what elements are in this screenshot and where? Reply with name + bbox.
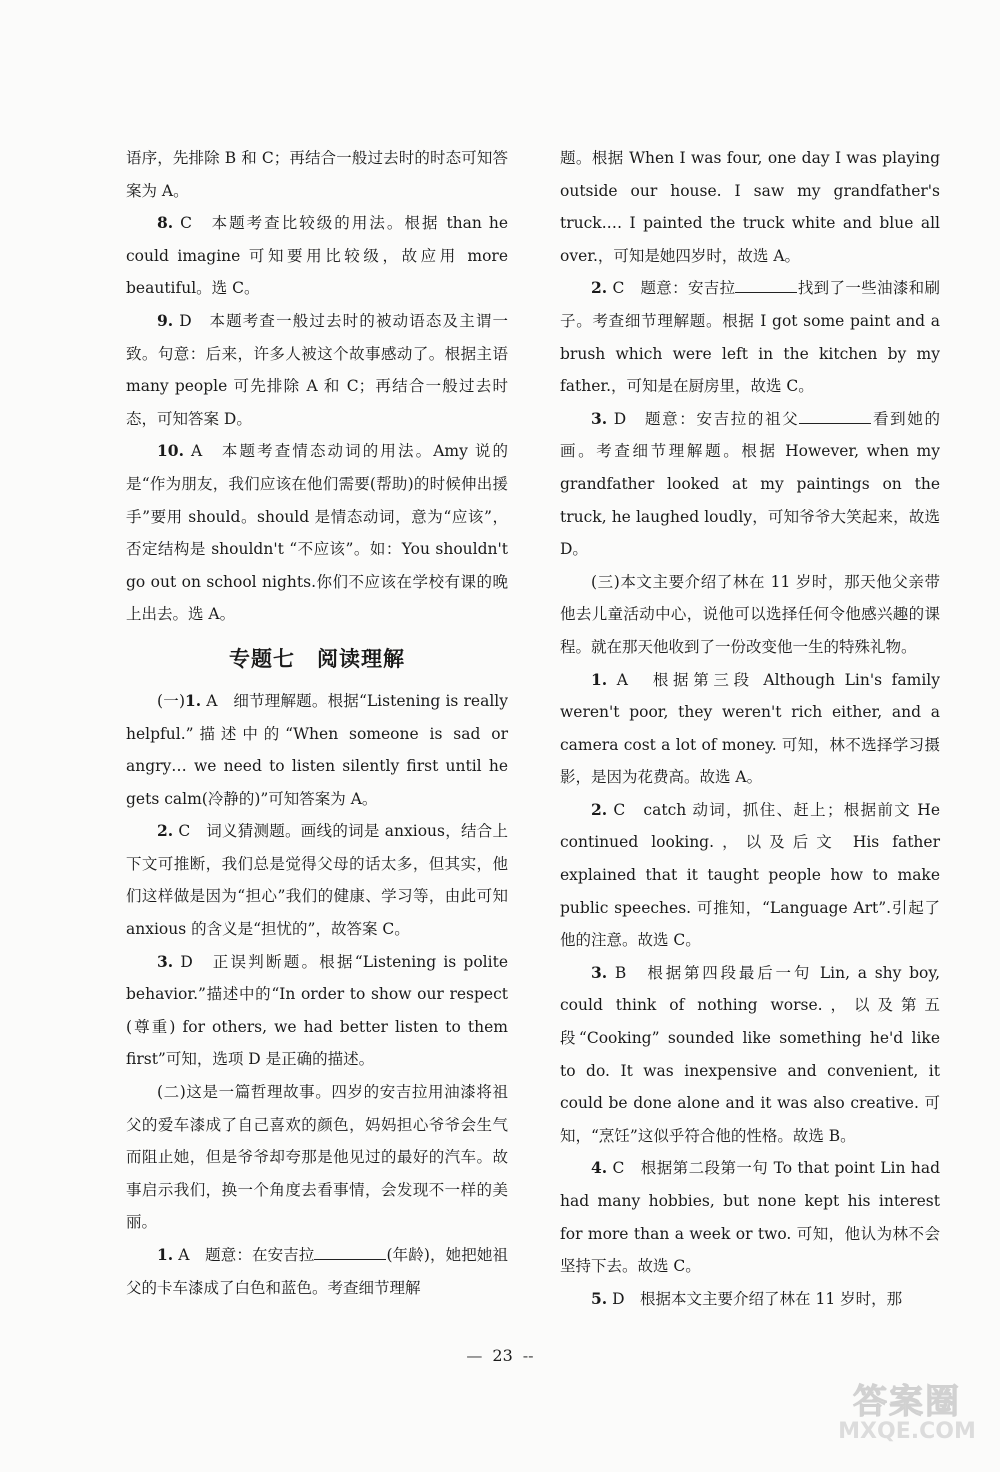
answer-item-s2-3 xyxy=(560,403,940,566)
paragraph: 题。根据 When I was four, one day I was playing outside our house. I saw my grandfather's truck.… I painted the truck white and blue all over.，可知是她四岁时，故选 A。 xyxy=(560,149,940,265)
fill-blank xyxy=(735,277,797,294)
section-intro-2: (二)这是一篇哲理故事。四岁的安吉拉用油漆将祖父的爱车漆成了自己喜欢的颜色，妈妈担心爷爷会生气而阻止她，但是爷爷却夸那是他见过的最好的汽车。故事启示我们，换一个角度去看事情，会发现不一样的美丽。 xyxy=(126,1083,508,1232)
right-column xyxy=(560,142,940,1315)
answer-item-s3-5 xyxy=(560,1283,940,1316)
fill-blank xyxy=(314,1244,386,1261)
item-text: C catch 动词，抓住、赶上；根据前文 He continued looking.，以及后文 His father explained that it taught people how to make public speeches. 可推知，“Language Art”.引起了他的注意。故选 C。 xyxy=(560,800,940,950)
watermark-logo xyxy=(832,1374,982,1462)
item-number: 1. xyxy=(185,690,202,710)
item-text: C 本题考查比较级的用法。根据 than he could imagine 可知要用比较级，故应用 more beautiful。选 C。 xyxy=(126,214,508,298)
answer-item-s1-3 xyxy=(126,946,508,1076)
page-number: 23 xyxy=(492,1346,513,1365)
answer-item-s3-2 xyxy=(560,794,940,957)
section-number: 专题七 xyxy=(229,646,295,671)
answer-item-s2-1 xyxy=(126,1239,508,1304)
item-text: A 细节理解题。根据“Listening is really helpful.”描述中的“When someone is sad or angry… we need to listen silently first until he gets calm(冷静的)”可知答案为 A。 xyxy=(126,691,508,808)
item-text: 看到她的画。考查细节理解题。根据 However, when my grandfather looked at my paintings on the truck, he laughed loudly，可知爷爷大笑起来，故选 D。 xyxy=(560,409,940,559)
item-text: C 词义猜测题。画线的词是 anxious，结合上下文可推断，我们总是觉得父母的话太多，但其实，他们这样做是因为“担心”我们的健康、学习等，由此可知 anxious 的含义是“担忧的”，故答案 C。 xyxy=(126,822,508,939)
item-number: 8. xyxy=(157,213,174,233)
item-number: 2. xyxy=(157,821,174,841)
answer-item-10 xyxy=(126,435,508,631)
item-number: 3. xyxy=(591,962,608,982)
footer-dash-right: -- xyxy=(522,1346,534,1365)
answer-item-s3-3 xyxy=(560,957,940,1153)
item-text: B 根据第四段最后一句 Lin, a shy boy, could think of nothing worse.，以及第五段“Cooking” sounded like something he'd like to do. It was inexpensive and convenient, it could be done alone and it was also creative. 可知，“烹饪”这似乎符合他的性格。故选 B。 xyxy=(560,963,940,1145)
answer-item-8 xyxy=(126,207,508,305)
section-heading xyxy=(126,641,508,677)
item-number: 10. xyxy=(157,441,184,461)
item-text: C 题意：安吉拉 xyxy=(607,279,736,298)
paragraph: 语序，先排除 B 和 C；再结合一般过去时的时态可知答案为 A。 xyxy=(126,149,508,200)
item-number: 5. xyxy=(591,1288,608,1308)
item-text: C 根据第二段第一句 To that point Lin had had many hobbies, but none kept his interest for more than a week or two. 可知，他认为林不会坚持下去。故选 C。 xyxy=(560,1159,940,1276)
answer-item-s3-1 xyxy=(560,664,940,794)
footer-dash-left: — xyxy=(466,1346,483,1365)
answer-item-s1-2 xyxy=(126,815,508,945)
left-column xyxy=(126,142,508,1304)
item-text: D 根据本文主要介绍了林在 11 岁时，那 xyxy=(607,1289,903,1308)
item-text: A 根据第三段 Although Lin's family weren't poor, they weren't rich either, and a camera cost a lot of money. 可知，林不选择学习摄影，是因为花费高。故选 A。 xyxy=(560,670,940,787)
section-name: 阅读理解 xyxy=(317,646,405,671)
item-text: (年龄)，她把她祖父的卡车漆成了白色和蓝色。考查细节理解 xyxy=(126,1246,508,1297)
item-number: 2. xyxy=(591,799,608,819)
item-text: D 正误判断题。根据“Listening is polite behavior.”描述中的“In order to show our respect (尊重) for others, we had better listen to them first”可知，选项 D 是正确的描述。 xyxy=(126,952,508,1069)
item-text: A 题意：在安吉拉 xyxy=(173,1246,315,1264)
item-number: 1. xyxy=(157,1245,174,1264)
item-number: 3. xyxy=(157,951,174,971)
page-footer xyxy=(0,1346,1000,1365)
answer-item-s1-1 xyxy=(126,685,508,815)
item-number: 3. xyxy=(591,408,608,428)
answer-item-9 xyxy=(126,305,508,435)
watermark-seal: 答案圈 xyxy=(853,1382,961,1422)
item-text: D 题意：安吉拉的祖父 xyxy=(607,409,800,428)
part-label: (一) xyxy=(157,691,185,710)
item-number: 9. xyxy=(157,310,174,330)
answer-item-s2-2 xyxy=(560,272,940,402)
watermark-url: MXQE.COM xyxy=(838,1419,976,1444)
item-text: A 本题考查情态动词的用法。Amy 说的是“作为朋友，我们应该在他们需要(帮助)的时候伸出援手”要用 should。should 是情态动词，意为“应该”，否定结构是 shouldn't “不应该”。如：You shouldn't go out on school nights.你们不应该在学校有课的晚上出去。选 A。 xyxy=(126,442,508,624)
fill-blank xyxy=(799,407,871,424)
section-intro-3: (三)本文主要介绍了林在 11 岁时，那天他父亲带他去儿童活动中心，说他可以选择任何令他感兴趣的课程。就在那天他收到了一份改变他一生的特殊礼物。 xyxy=(560,572,940,656)
item-number: 1. xyxy=(591,669,608,689)
answer-item-s3-4 xyxy=(560,1152,940,1282)
item-number: 2. xyxy=(591,278,608,298)
item-text: 找到了一些油漆和刷子。考查细节理解题。根据 I got some paint and a brush which were left in the kitchen by my father.，可知是在厨房里，故选 C。 xyxy=(560,279,940,396)
item-number: 4. xyxy=(591,1158,608,1178)
item-text: D 本题考查一般过去时的被动语态及主谓一致。句意：后来，许多人被这个故事感动了。根据主语 many people 可先排除 A 和 C；再结合一般过去时态，可知答案 D。 xyxy=(126,311,508,428)
